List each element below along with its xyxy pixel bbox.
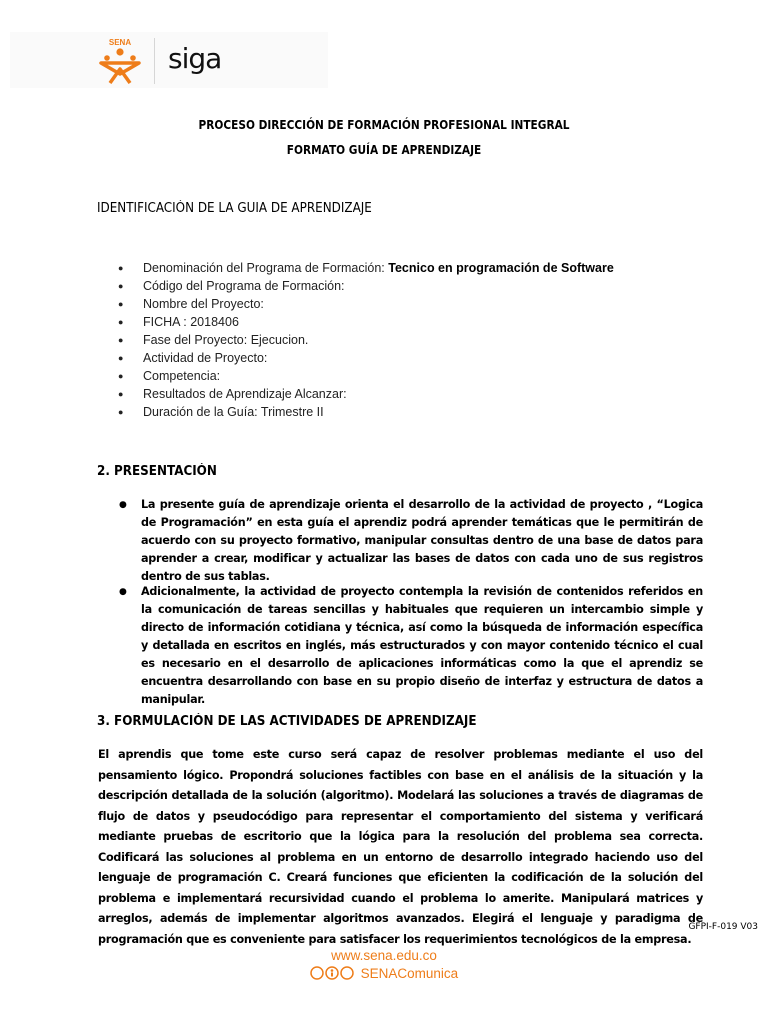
formulacion-body: El aprendis que tome este curso será capaz de resolver problemas mediante el uso del pensamiento lógico. Propondrá soluciones factibles con base en el análisis de la situación y la descripción detallada de la solución (algoritmo). Modelará las soluciones a través de diagramas de flujo de datos y pseudocódigo para representar el comportamiento del sistema y verificará mediante pruebas de escritorio que la lógica para la resolución del problema sea correcta. Codificará las soluciones al problema en un entorno de desarrollo integrado haciendo uso del lenguaje de programación C. Creará funciones que eficienten la codificación de la solución del problema e implementará recursividad cuando el problema lo amerite. Manipulará matrices y arreglos, además de implementar algoritmos avanzados. Elegirá el lenguaje y paradigma de programación que es conveniente para satisfacer los requerimientos tecnológicos de la empresa. [98,748,703,946]
footer-social-label: SENAComunica [360,966,459,981]
logo-divider [154,38,155,84]
identificacion-item-text [143,315,239,329]
sena-logo-icon [95,38,145,84]
presentacion-paragraph-2 [119,583,703,709]
paragraph-text: Adicionalmente, la actividad de proyecto contempla la revisión de contenidos referidos en la comunicación de tareas sencillas y habituales que requieren un intercambio simple y directo de información cotidiana y técnica, así como la búsqueda de información específica y detallada en escritos en inglés, más estructurados y con mayor contenido técnico el cual es necesario en el desarrollo de aplicaciones informáticas como la que el aprendiz se encuentra desarrollando con base en su propio diseño de interfaz y estructura de datos a manipular. [141,585,703,706]
bullet-icon: ● [118,335,124,345]
bullet-icon: ● [118,263,124,273]
bullet-icon: ● [118,299,124,309]
identificacion-item-label: Denominación del Programa de Formación: [143,261,389,275]
document-subtitle: FORMATO GUÍA DE APRENDIZAJE [286,143,482,157]
identificacion-item-text [143,333,308,347]
bullet-icon: ● [119,587,127,597]
formulacion-heading: 3. FORMULACIÓN DE LAS ACTIVIDADES DE APRENDIZAJE [97,714,477,729]
siga-logo-icon [166,40,242,80]
paragraph-text: La presente guía de aprendizaje orienta el desarrollo de la actividad de proyecto , “Logica de Programación” en esta guía el aprendiz podrá aprender temáticas que le permitirán de acuerdo con su proyecto formativo, manipular consultas dentro de una base de datos para aprender a crear, modificar y actualizar las bases de datos con cada uno de sus registros dentro de sus tablas. [141,498,703,583]
identificacion-item-text [143,261,614,275]
identificacion-item-label: Nombre del Proyecto: [143,297,264,311]
identificacion-item-label: Duración de la Guía: Trimestre II [143,405,324,419]
identificacion-item-text [143,351,267,365]
document-title: PROCESO DIRECCIÓN DE FORMACIÓN PROFESIONAL INTEGRAL [198,118,570,132]
svg-text:SENA: SENA [108,38,132,47]
identificacion-item-text [143,297,264,311]
identificacion-item-label: Competencia: [143,369,221,383]
identificacion-item-text [143,369,220,383]
identificacion-item-value: Tecnico en programación de Software [388,261,614,275]
identificacion-item-label: Resultados de Aprendizaje Alcanzar: [143,387,347,401]
bullet-icon: ● [119,500,127,510]
identificacion-item-text [143,387,347,401]
creative-commons-icon [310,966,354,980]
presentacion-heading: 2. PRESENTACIÓN [97,464,217,479]
document-code: GFPI-F-019 V03 [688,922,758,932]
footer-social [0,966,768,981]
bullet-icon: ● [118,353,124,363]
bullet-icon: ● [118,317,124,327]
identificacion-item-label: Código del Programa de Formación: [143,279,345,293]
identificacion-item-label: FICHA : 2018406 [143,315,239,329]
footer-url-link[interactable]: www.sena.edu.co [331,948,437,963]
identificacion-item-text [143,279,345,293]
identificacion-heading: IDENTIFICACIÓN DE LA GUIA DE APRENDIZAJE [97,201,372,216]
identificacion-item-label: Actividad de Proyecto: [143,351,268,365]
bullet-icon: ● [118,281,124,291]
bullet-icon: ● [118,407,124,417]
bullet-icon: ● [118,389,124,399]
presentacion-paragraph-1 [119,496,703,586]
svg-text:siga: siga [168,42,222,75]
identificacion-item-label: Fase del Proyecto: Ejecucion. [143,333,309,347]
bullet-icon: ● [118,371,124,381]
identificacion-item-text [143,405,324,419]
